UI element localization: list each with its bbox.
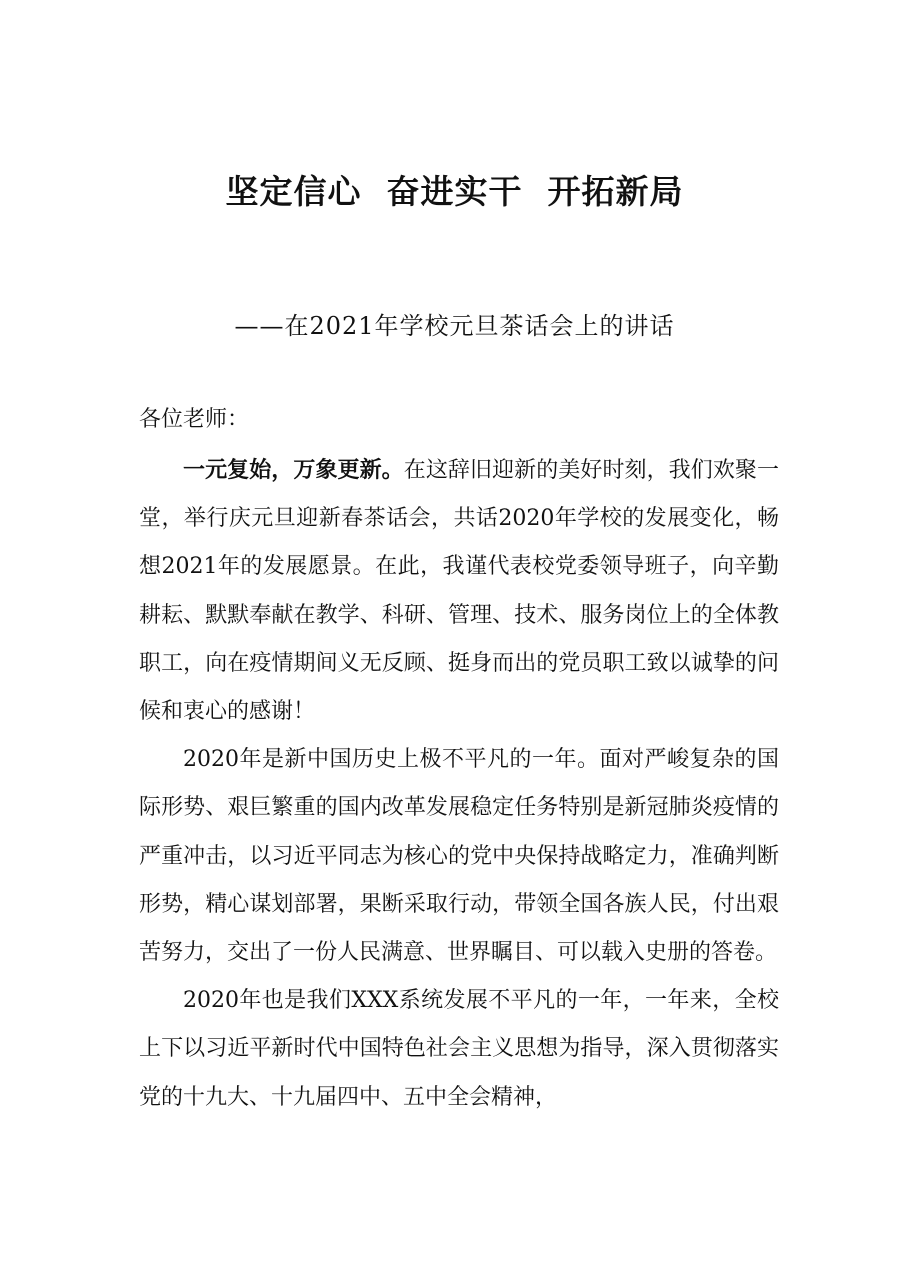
paragraph-2-text: 2020年是新中国历史上极不平凡的一年。面对严峻复杂的国际形势、艰巨繁重的国内改革发展稳定任务特别是新冠肺炎疫情的严重冲击，以习近平同志为核心的党中央保持战略定力，准确判断形势，精心谋划部署，果断采取行动，带领全国各族人民，付出艰苦努力，交出了一份人民满意、世界瞩目、可以载入史册的答卷。 — [139, 747, 779, 966]
paragraph-3 — [139, 977, 779, 1122]
paragraph-3-text: 2020年也是我们XXX系统发展不平凡的一年，一年来，全校上下以习近平新时代中国特色社会主义思想为指导，深入贯彻落实党的十九大、十九届四中、五中全会精神， — [139, 988, 779, 1110]
paragraph-1-lead: 一元复始，万象更新。 — [183, 457, 404, 483]
salutation: 各位老师： — [139, 407, 250, 432]
paragraph-1 — [139, 446, 779, 736]
document-body — [139, 446, 779, 1122]
paragraph-2 — [139, 736, 779, 977]
document-title: 坚定信心 奋进实干 开拓新局 — [225, 172, 684, 211]
document-subtitle: ——在2021年学校元旦茶话会上的讲话 — [234, 312, 675, 340]
paragraph-1-text: 在这辞旧迎新的美好时刻，我们欢聚一堂，举行庆元旦迎新春茶话会，共话2020年学校的发展变化，畅想2021年的发展愿景。在此，我谨代表校党委领导班子，向辛勤耕耘、默默奉献在教学、科研、管理、技术、服务岗位上的全体教职工，向在疫情期间义无反顾、挺身而出的党员职工致以诚挚的问候和衷心的感谢！ — [139, 458, 779, 725]
